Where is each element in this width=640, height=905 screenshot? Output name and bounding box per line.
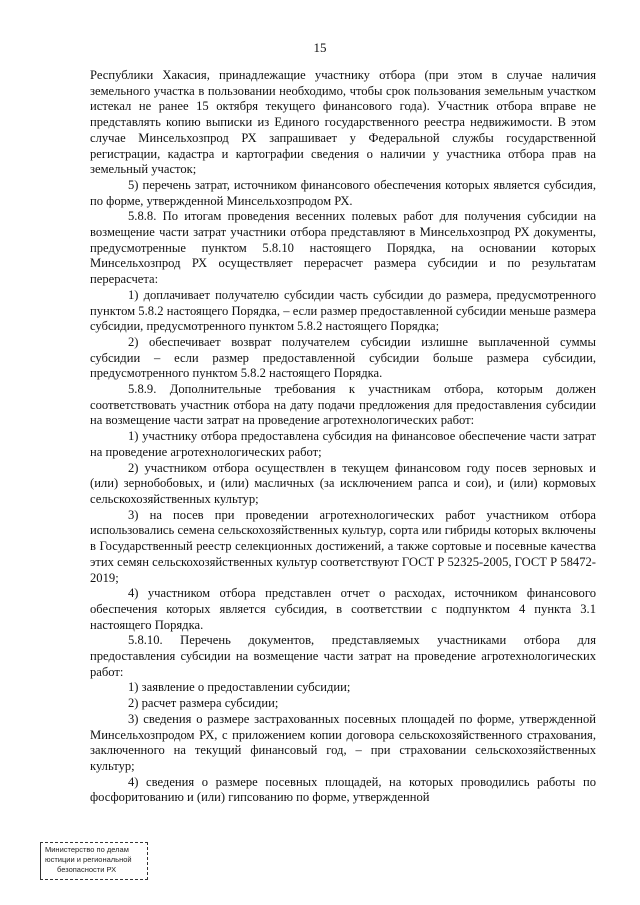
paragraph: 1) заявление о предоставлении субсидии; xyxy=(128,680,351,695)
paragraph: 1) доплачивает получателю субсидии часть субсидии до размера, предусмотренного пунктом 5.8.2 настоящего Порядка, – если размер предоставленной субсидии меньше размера субсидии, предусмотренного пунктом 5.8.2 настоящего Порядка; xyxy=(90,287,596,334)
stamp-line: юстиции и региональной xyxy=(45,855,132,864)
paragraph: 2) расчет размера субсидии; xyxy=(128,696,279,711)
paragraph: 5.8.9. Дополнительные требования к участникам отбора, которым должен соответствовать участник отбора на дату подачи предложения для предоставления субсидии на возмещение части затрат на проведение агротехнологических работ: xyxy=(90,382,596,428)
paragraph: 2) обеспечивает возврат получателем субсидии излишне выплаченной суммы субсидии – если размер предоставленной субсидии больше размера субсидии, предусмотренного пунктом 5.8.2 настоящего Порядка. xyxy=(90,334,596,381)
paragraph: 3) сведения о размере застрахованных посевных площадей по форме, утвержденной Минсельхозпродом РХ, с приложением копии договора сельскохозяйственного страхования, заключенного на текущий финансовый год, – при страховании сельскохозяйственных культур; xyxy=(90,711,596,773)
paragraph: 5.8.10. Перечень документов, представляемых участниками отбора для предоставления субсидии на возмещение части затрат на проведение агротехнологических работ: xyxy=(90,633,596,679)
registration-stamp xyxy=(40,842,148,880)
paragraph: 1) участнику отбора предоставлена субсидия на финансовое обеспечение части затрат на проведение агротехнологических работ; xyxy=(90,429,596,459)
page-number: 15 xyxy=(313,40,327,55)
paragraph: 4) сведения о размере посевных площадей, на которых проводились работы по фосфоритованию и (или) гипсованию по форме, утвержденной xyxy=(90,774,596,805)
paragraph: 3) на посев при проведении агротехнологических работ участником отбора использовались семена сельскохозяйственных культур, сорта или гибриды которых включены в Государственный реестр селекционных достижений, а также сортовые и посевные качества этих семян сельскохозяйственных культур соответствуют ГОСТ Р 52325-2005, ГОСТ Р 58472-2019; xyxy=(90,507,596,585)
paragraph: Республики Хакасия, принадлежащие участнику отбора (при этом в случае наличия земельного участка в пользовании необходимо, чтобы срок пользования земельным участком истекал не ранее 15 октября текущего финансового года). Участник отбора вправе не представлять копию выписки из Единого государственного реестра недвижимости. В этом случае Минсельхозпрод РХ запрашивает у Федеральной службы государственной регистрации, кадастра и картографии сведения о наличии у участника отбора прав на земельный участок; xyxy=(90,68,596,177)
document-body xyxy=(90,68,596,806)
stamp-line: безопасности РХ xyxy=(57,865,117,874)
paragraph: 5) перечень затрат, источником финансового обеспечения которых является субсидия, по форме, утвержденной Минсельхозпродом РХ. xyxy=(90,177,596,208)
paragraph: 2) участником отбора осуществлен в текущем финансовом году посев зерновых и (или) зернобобовых, и (или) масличных (за исключением рапса и сои), и (или) кормовых сельскохозяйственных культур; xyxy=(90,460,596,506)
paragraph: 4) участником отбора представлен отчет о расходах, источником финансового обеспечения которых является субсидия, в соответствии с подпунктом 4 пункта 3.1 настоящего Порядка. xyxy=(90,586,596,632)
stamp-line: Министерство по делам xyxy=(45,845,129,854)
paragraph: 5.8.8. По итогам проведения весенних полевых работ для получения субсидии на возмещение части затрат участники отбора представляют в Минсельхозпрод РХ документы, предусмотренные пунктом 5.8.10 настоящего Порядка, на основании которых Минсельхозпрод РХ осуществляет перерасчет размера субсидии и по результатам перерасчета: xyxy=(90,209,596,287)
